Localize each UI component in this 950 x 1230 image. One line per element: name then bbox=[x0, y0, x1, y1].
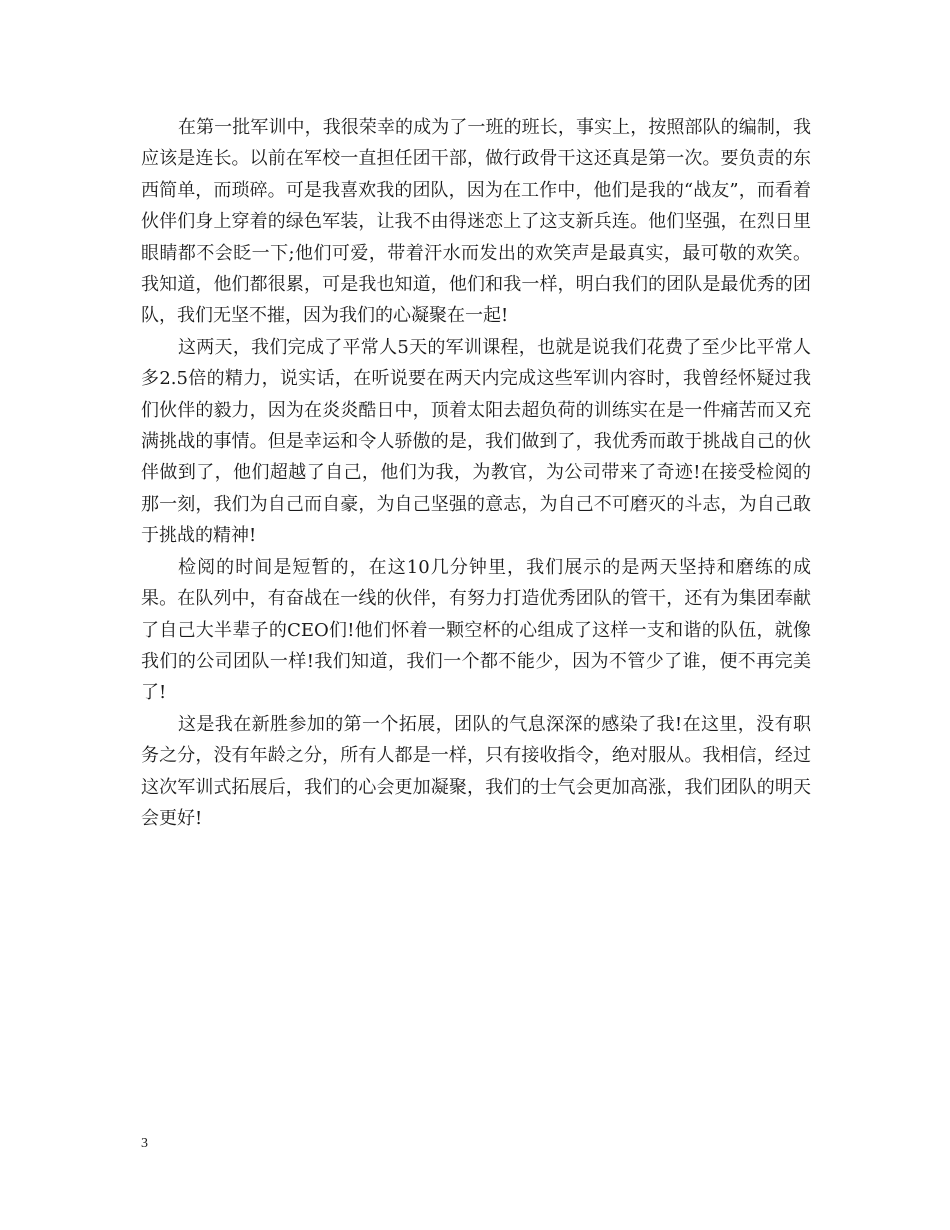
page-number: 3 bbox=[141, 1136, 148, 1151]
paragraph-3: 检阅的时间是短暂的，在这10几分钟里，我们展示的是两天坚持和磨练的成果。在队列中，有奋战在一线的伙伴，有努力打造优秀团队的管干，还有为集团奉献了自己大半辈子的CEO们!他们怀着一颗空杯的心组成了这样一支和谐的队伍，就像我们的公司团队一样!我们知道，我们一个都不能少，因为不管少了谁，便不再完美了! bbox=[141, 556, 811, 704]
paragraph-1: 在第一批军训中，我很荣幸的成为了一班的班长，事实上，按照部队的编制，我应该是连长。以前在军校一直担任团干部，做行政骨干这还真是第一次。要负责的东西简单，而琐碎。可是我喜欢我的团队，因为在工作中，他们是我的“战友”，而看着伙伴们身上穿着的绿色军装，让我不由得迷恋上了这支新兵连。他们坚强，在烈日里眼睛都不会眨一下;他们可爱，带着汗水而发出的欢笑声是最真实，最可敬的欢笑。我知道，他们都很累，可是我也知道，他们和我一样，明白我们的团队是最优秀的团队，我们无坚不摧，因为我们的心凝聚在一起! bbox=[141, 117, 811, 327]
paragraph-4: 这是我在新胜参加的第一个拓展，团队的气息深深的感染了我!在这里，没有职务之分，没有年龄之分，所有人都是一样，只有接收指令，绝对服从。我相信，经过这次军训式拓展后，我们的心会更加凝聚，我们的士气会更加高涨，我们团队的明天会更好! bbox=[141, 713, 811, 829]
body-text bbox=[141, 112, 811, 834]
paragraph-2: 这两天，我们完成了平常人5天的军训课程，也就是说我们花费了至少比平常人多2.5倍的精力，说实话，在听说要在两天内完成这些军训内容时，我曾经怀疑过我们伙伴的毅力，因为在炎炎酷日中，顶着太阳去超负荷的训练实在是一件痛苦而又充满挑战的事情。但是幸运和令人骄傲的是，我们做到了，我优秀而敢于挑战自己的伙伴做到了，他们超越了自己，他们为我，为教官，为公司带来了奇迹!在接受检阅的那一刻，我们为自己而自豪，为自己坚强的意志，为自己不可磨灭的斗志，为自己敢于挑战的精神! bbox=[141, 336, 811, 547]
